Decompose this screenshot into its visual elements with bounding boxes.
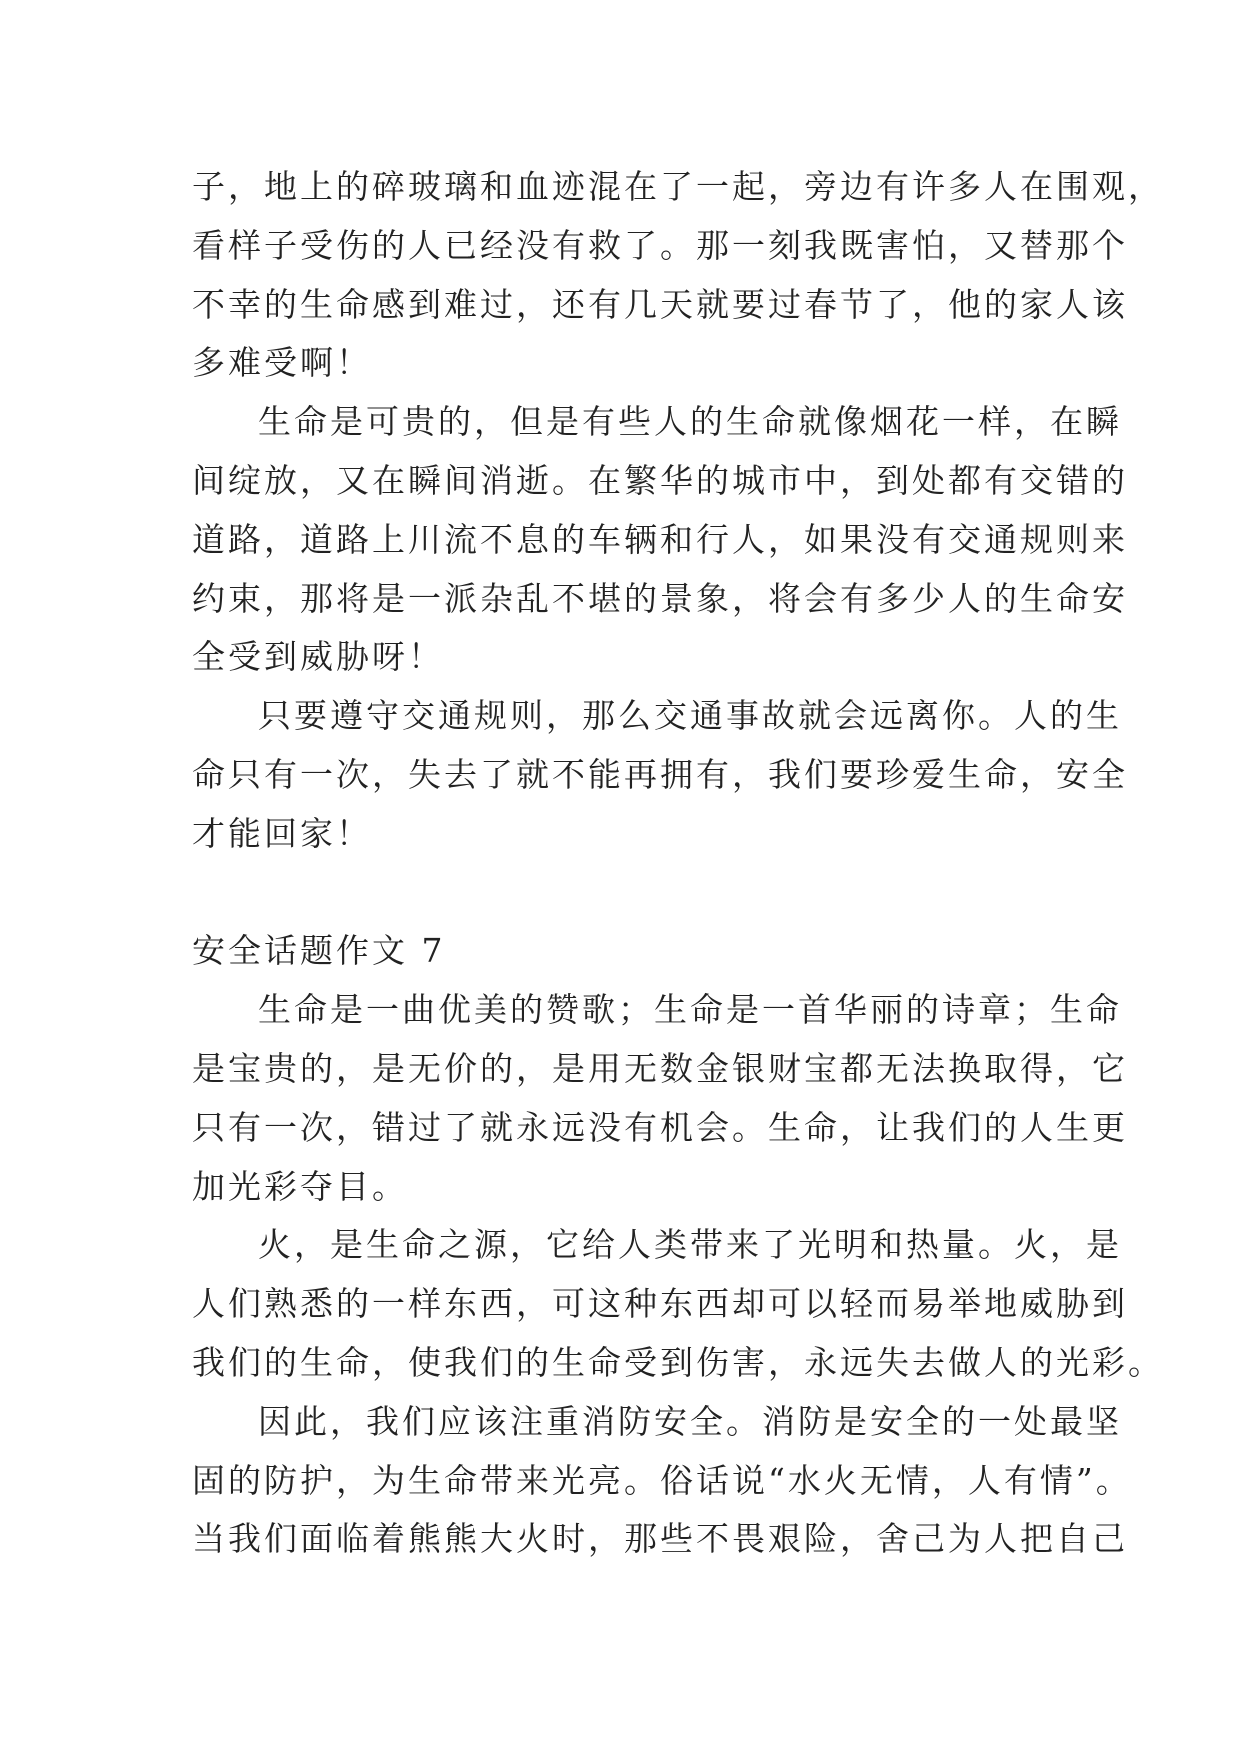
paragraph-line: 因此，我们应该注重消防安全。消防是安全的一处最坚: [258, 1401, 1122, 1441]
paragraph: [192, 687, 1128, 863]
paragraph-line: 多难受啊！: [192, 343, 372, 383]
paragraph-line: 人们熟悉的一样东西，可这种东西却可以轻而易举地威胁到: [192, 1284, 1128, 1324]
paragraph-line: 火，是生命之源，它给人类带来了光明和热量。火，是: [258, 1225, 1122, 1265]
paragraph: [192, 393, 1128, 687]
paragraph-line: 道路，道路上川流不息的车辆和行人，如果没有交通规则来: [192, 519, 1128, 559]
paragraph-line: 只要遵守交通规则，那么交通事故就会远离你。人的生: [258, 696, 1122, 736]
section-heading: [192, 922, 1052, 981]
paragraph-line: 生命是可贵的，但是有些人的生命就像烟花一样，在瞬: [258, 402, 1122, 442]
paragraph-line: 当我们面临着熊熊大火时，那些不畏艰险，舍己为人把自己: [192, 1519, 1128, 1559]
paragraph-line: 才能回家！: [192, 813, 372, 853]
paragraph: [192, 1393, 1132, 1569]
paragraph-line: 不幸的生命感到难过，还有几天就要过春节了，他的家人该: [192, 284, 1128, 324]
paragraph-line: 加光彩夺目。: [192, 1166, 408, 1206]
section-spacer: [192, 864, 1052, 923]
paragraph-line: 只有一次，错过了就永远没有机会。生命，让我们的人生更: [192, 1107, 1128, 1147]
paragraph-line: 看样子受伤的人已经没有救了。那一刻我既害怕，又替那个: [192, 225, 1128, 265]
paragraph-line: 全受到威胁呀！: [192, 637, 444, 677]
paragraph-line: 子，地上的碎玻璃和血迹混在了一起，旁边有许多人在围观，: [192, 167, 1164, 206]
paragraph: [192, 158, 1164, 393]
paragraph-line: 生命是一曲优美的赞歌；生命是一首华丽的诗章；生命: [258, 990, 1122, 1030]
paragraph-line: 命只有一次，失去了就不能再拥有，我们要珍爱生命，安全: [192, 754, 1128, 794]
paragraph: [192, 1216, 1164, 1392]
paragraph-line: 固的防护，为生命带来光亮。俗话说“水火无情，人有情”。: [192, 1460, 1132, 1500]
paragraph-line: 是宝贵的，是无价的，是用无数金银财宝都无法换取得，它: [192, 1048, 1128, 1088]
paragraph-line: 间绽放，又在瞬间消逝。在繁华的城市中，到处都有交错的: [192, 460, 1128, 500]
paragraph: [192, 981, 1128, 1216]
heading-text: 安全话题作文 7: [192, 931, 446, 971]
document-body: [192, 158, 1164, 1569]
paragraph-line: 约束，那将是一派杂乱不堪的景象，将会有多少人的生命安: [192, 578, 1128, 618]
paragraph-line: 我们的生命，使我们的生命受到伤害，永远失去做人的光彩。: [192, 1342, 1164, 1382]
